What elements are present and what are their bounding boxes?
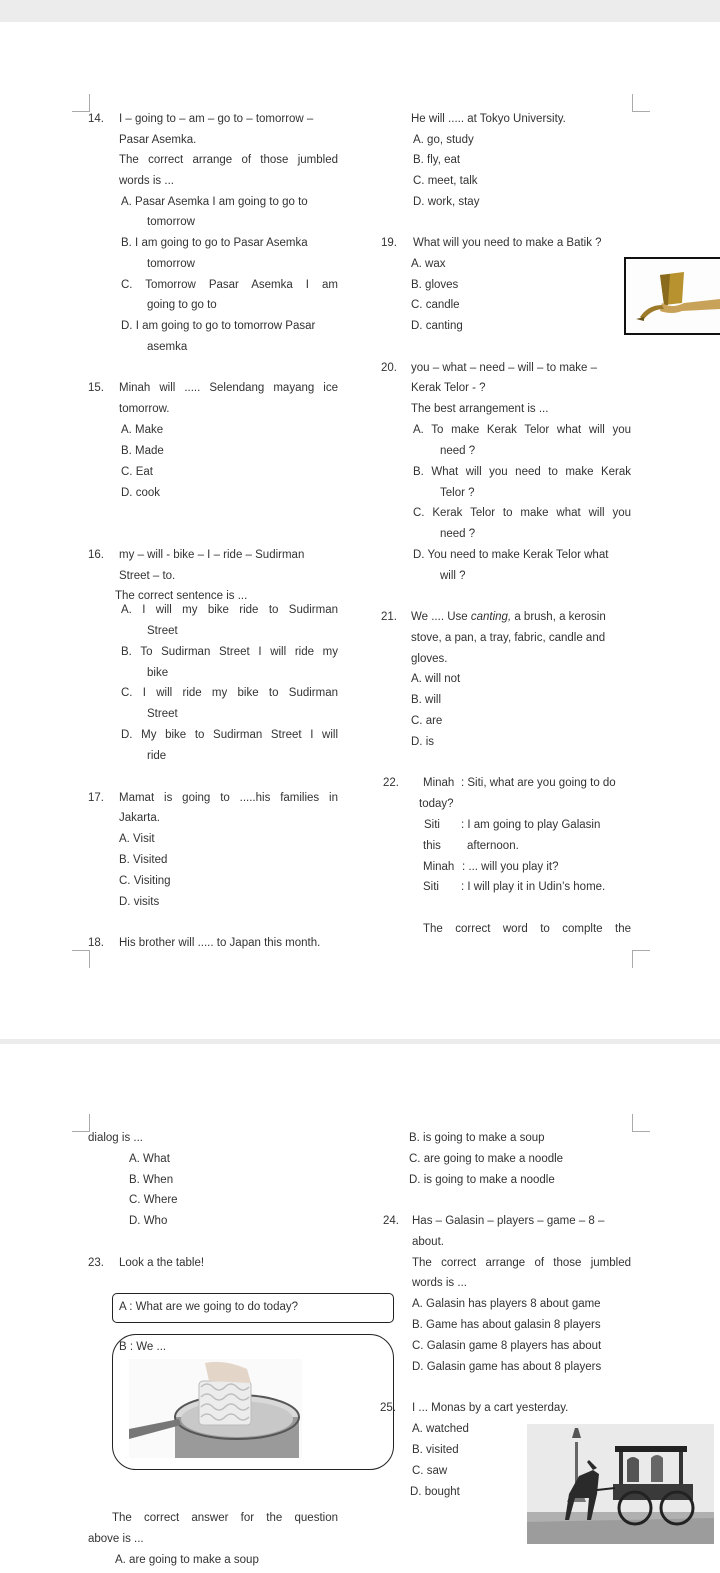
option-c: C. meet, talk	[413, 175, 478, 187]
crop-mark	[632, 950, 650, 968]
option-c: C. are	[411, 715, 443, 727]
option-c: C. candle	[411, 299, 460, 311]
question-text: I – going to – am – go to – tomorrow –	[119, 113, 314, 125]
option-d: D. visits	[119, 896, 160, 908]
question-text-part: a brush, a kerosin	[511, 611, 606, 623]
dialog-line: : ... will you play it?	[462, 861, 559, 873]
question-text: He will ..... at Tokyo University.	[411, 113, 566, 125]
option-b-cont: Telor ?	[440, 487, 475, 499]
monas-cart-photo	[527, 1424, 714, 1544]
option-a: A. Galasin has players 8 about game	[412, 1298, 601, 1310]
question-text: dialog is ...	[88, 1132, 143, 1144]
question-number: 20.	[381, 362, 397, 374]
option-a: A. watched	[412, 1423, 469, 1435]
option-b: B. gloves	[411, 279, 459, 291]
option-b: B. will	[411, 694, 442, 706]
question-number: 17.	[88, 792, 104, 804]
option-a: A. Pasar Asemka I am going to go to	[121, 196, 308, 208]
question-text: tomorrow.	[119, 403, 170, 415]
option-d: D. I am going to go to tomorrow Pasar	[121, 320, 316, 332]
question-text: I ... Monas by a cart yesterday.	[412, 1402, 569, 1414]
question-number: 22.	[383, 777, 399, 789]
question-text	[411, 610, 606, 624]
option-d: D. bought	[410, 1486, 460, 1498]
question-text: The correct answer for the question	[112, 1512, 338, 1524]
dialog-line: : Siti, what are you going to do	[461, 777, 616, 789]
crop-mark	[72, 950, 90, 968]
option-d: D. is going to make a noodle	[409, 1174, 555, 1186]
option-d-cont: ride	[147, 750, 167, 762]
question-text: Look a the table!	[119, 1257, 205, 1269]
noodle-pot-photo	[129, 1359, 302, 1458]
option-c: C. are going to make a noodle	[409, 1153, 564, 1165]
dialog-box-a	[112, 1293, 394, 1323]
question-text: gloves.	[411, 653, 448, 665]
dialog-line: : I will play it in Udin’s home.	[461, 881, 606, 893]
option-b: B. Made	[121, 445, 164, 457]
option-a-cont: tomorrow	[147, 216, 195, 228]
option-c: C. Tomorrow Pasar Asemka I am	[121, 279, 338, 291]
question-number: 19.	[381, 237, 397, 249]
question-text: Pasar Asemka.	[119, 134, 197, 146]
option-b: B. visited	[412, 1444, 459, 1456]
option-d: D. My bike to Sudirman Street I will	[121, 729, 338, 741]
question-number: 25.	[380, 1402, 396, 1414]
question-text: words is ...	[412, 1277, 467, 1289]
question-text-part: We .... Use	[411, 611, 471, 623]
question-text: The correct word to complte the	[423, 923, 631, 935]
option-a: A. will not	[411, 673, 461, 685]
question-text: you – what – need – will – to make –	[411, 362, 598, 374]
dialog-line: afternoon.	[467, 840, 519, 852]
option-d: D. You need to make Kerak Telor what	[413, 549, 609, 561]
option-b-cont: tomorrow	[147, 258, 195, 270]
option-d: D. cook	[121, 487, 160, 499]
option-b-cont: bike	[147, 667, 169, 679]
option-c: C. Eat	[121, 466, 153, 478]
question-text: The correct arrange of those jumbled	[119, 154, 338, 166]
question-text: my – will - bike – I – ride – Sudirman	[119, 549, 305, 561]
option-a: A. To make Kerak Telor what will you	[413, 424, 631, 436]
question-number: 15.	[88, 382, 104, 394]
option-d-cont: will ?	[440, 570, 466, 582]
option-c: C. Galasin game 8 players has about	[412, 1340, 602, 1352]
dialog-line: A : What are we going to do today?	[119, 1301, 299, 1313]
page-1	[0, 22, 720, 1039]
dialog-line: : I am going to play Galasin	[461, 819, 601, 831]
option-b: B. Game has about galasin 8 players	[412, 1319, 601, 1331]
option-d-cont: asemka	[147, 341, 188, 353]
dialog-box-b	[112, 1334, 394, 1470]
dialog-line: B : We ...	[119, 1341, 167, 1353]
question-number: 23.	[88, 1257, 104, 1269]
question-text: His brother will ..... to Japan this month.	[119, 937, 321, 949]
option-d: D. canting	[411, 320, 463, 332]
option-a: A. What	[129, 1153, 170, 1165]
question-text: stove, a pan, a tray, fabric, candle and	[411, 632, 606, 644]
option-b: B. fly, eat	[413, 154, 461, 166]
option-c-cont: going to go to	[147, 299, 217, 311]
option-c: C. Where	[129, 1194, 178, 1206]
option-c: C. saw	[412, 1465, 448, 1477]
speaker-name: Minah	[423, 777, 455, 789]
option-b: B. To Sudirman Street I will ride my	[121, 646, 338, 658]
option-a-cont: need ?	[440, 445, 476, 457]
option-d: D. work, stay	[413, 196, 480, 208]
question-text: Mamat is going to .....his families in	[119, 792, 338, 804]
dialog-line: this	[423, 840, 441, 852]
page-2	[0, 1044, 720, 1573]
question-text: What will you need to make a Batik ?	[413, 237, 602, 249]
question-text: The correct arrange of those jumbled	[412, 1257, 631, 1269]
option-a: A. Make	[121, 424, 164, 436]
option-a: A. wax	[411, 258, 446, 270]
crop-mark	[632, 94, 650, 112]
crop-mark	[72, 94, 90, 112]
dialog-line: today?	[419, 798, 454, 810]
question-number: 24.	[383, 1215, 399, 1227]
question-number: 16.	[88, 549, 104, 561]
question-text: Has – Galasin – players – game – 8 –	[412, 1215, 605, 1227]
option-b: B. is going to make a soup	[409, 1132, 545, 1144]
question-text: above is ...	[88, 1533, 144, 1545]
question-text: Jakarta.	[119, 812, 160, 824]
option-c-cont: need ?	[440, 528, 476, 540]
option-a: A. I will my bike ride to Sudirman	[121, 604, 338, 616]
question-text-italic: canting,	[470, 611, 512, 623]
option-a: A. are going to make a soup	[115, 1554, 259, 1566]
question-text: The correct sentence is ...	[115, 590, 248, 602]
question-text: Street – to.	[119, 570, 176, 582]
option-a-cont: Street	[147, 625, 178, 637]
question-text: Kerak Telor - ?	[411, 382, 486, 394]
option-a: A. Visit	[119, 833, 155, 845]
speaker-name: Minah	[423, 861, 455, 873]
option-c: C. Kerak Telor to make what will you	[413, 507, 631, 519]
speaker-name: Siti	[424, 819, 440, 831]
option-a: A. go, study	[413, 134, 474, 146]
question-text: Minah will ..... Selendang mayang ice	[119, 382, 338, 394]
canting-photo	[624, 257, 720, 335]
question-text: The best arrangement is ...	[411, 403, 549, 415]
option-b: B. What will you need to make Kerak	[413, 466, 631, 478]
option-b: B. Visited	[119, 854, 168, 866]
question-number: 14.	[88, 113, 104, 125]
option-d: D. is	[411, 736, 434, 748]
canting-icon	[626, 259, 720, 335]
question-text: about.	[412, 1236, 444, 1248]
option-d: D. Galasin game has about 8 players	[412, 1361, 602, 1373]
noodle-pot-icon	[129, 1359, 302, 1458]
question-number: 18.	[88, 937, 104, 949]
crop-mark	[72, 1114, 90, 1132]
option-c-cont: Street	[147, 708, 178, 720]
crop-mark	[632, 1114, 650, 1132]
option-b: B. I am going to go to Pasar Asemka	[121, 237, 308, 249]
option-c: C. Visiting	[119, 875, 171, 887]
option-c: C. I will ride my bike to Sudirman	[121, 687, 338, 699]
question-text: words is ...	[119, 175, 174, 187]
monas-cart-icon	[527, 1424, 714, 1544]
option-b: B. When	[129, 1174, 174, 1186]
question-number: 21.	[381, 611, 397, 623]
speaker-name: Siti	[423, 881, 439, 893]
option-d: D. Who	[129, 1215, 168, 1227]
